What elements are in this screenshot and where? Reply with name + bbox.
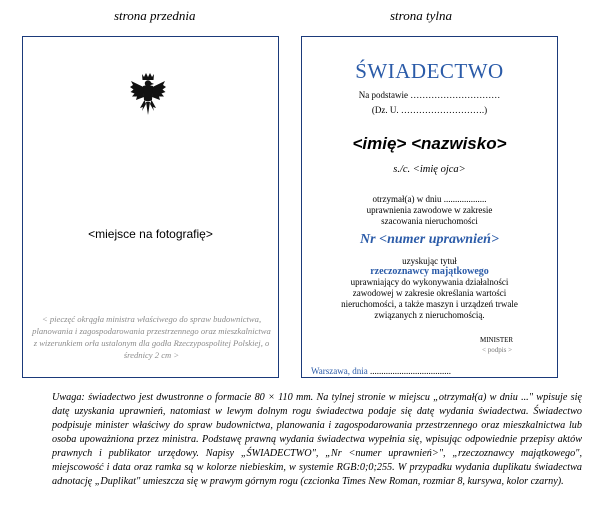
father-name: s./c. <imię ojca> [393, 164, 466, 175]
place-date-line [311, 366, 451, 376]
place-label: Warszawa, dnia [311, 366, 368, 376]
received-date-line: otrzymał(a) w dniu ................... [372, 194, 487, 204]
professional-rights-text: uprawnienia zawodowe w zakresie szacowania nieruchomości [366, 205, 493, 226]
certificate-front-card [22, 36, 279, 378]
minister-label: MINISTER [480, 336, 514, 344]
journal-of-laws-line: (Dz. U. ……………………….) [371, 105, 488, 115]
signature-placeholder: < podpis > [482, 346, 513, 354]
certificate-heading: ŚWIADECTWO [355, 59, 504, 83]
front-side-title: strona przednia [114, 8, 196, 23]
obtaining-title-line: uzyskując tytuł [402, 256, 457, 266]
professional-title: rzeczoznawcy majątkowego [370, 266, 489, 277]
place-date-dots: .................................... [367, 366, 451, 376]
license-number: Nr <numer uprawnień> [360, 232, 499, 247]
format-note: Uwaga: świadectwo jest dwustronne o formacie 80 × 110 mm. Na tylnej stronie w miejscu „otrzymał(a) w dniu ..." wpisuje się datę uzyskania uprawnień, natomiast w lewym dolnym rogu świadectwa podaje się datę wydania świadectwa. Świadectwo podpisuje minister właściwy do spraw budownictwa, planowania i zagospodarowania przestrzennego oraz mieszkalnictwa lub osoba upoważniona przez ministra. Podstawę prawną wydania świadectwa wypełnia się, wpisując odpowiednie przepisy aktów prawnych i publikator urzędowy. Napisy „ŚWIADECTWO", „Nr <numer uprawnień>", „rzeczoznawcy majątkowego", miejscowość i data oraz ramka są w kolorze niebieskim, w systemie RGB:0;0;255. W przypadku wydania duplikatu świadectwa adnotację „Duplikat" umieszcza się w prawym górnym rogu (czcionka Times New Roman, rozmiar 8, kursywa, kolor czarny). [52, 392, 582, 487]
authorization-text: uprawniający do wykonywania działalności zawodowej w zakresie określania wartości nieruchomości, a także maszyn i urządzeń trwale związanych z nieruchomością. [341, 277, 518, 320]
polish-eagle-emblem-icon [128, 71, 168, 117]
certificate-back-card [301, 36, 558, 378]
holder-name: <imię> <nazwisko> [352, 134, 507, 153]
back-side-title: strona tylna [390, 8, 452, 23]
legal-basis-line: Na podstawie ………………………… [358, 90, 501, 100]
seal-description: < pieczęć okrągła ministra właściwego do spraw budownictwa, planowania i zagospodarowania przestrzennego oraz mieszkalnictwa z wizerunkiem orła ustalonym dla godła Rzeczypospolitej Polskiej, o średnicy 2 cm > [32, 314, 271, 360]
photo-placeholder: <miejsce na fotografię> [88, 227, 213, 241]
